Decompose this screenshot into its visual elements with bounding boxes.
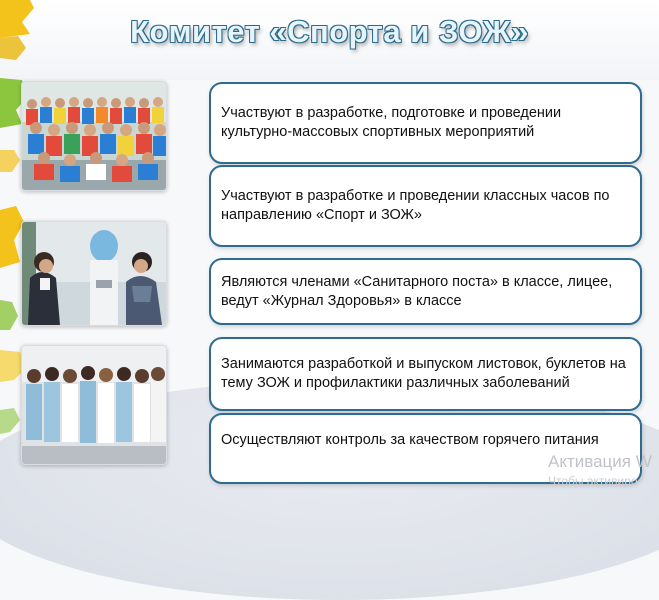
activation-watermark: Активация W bbox=[548, 452, 652, 471]
item-text: Осуществляют контроль за качеством горячего питания bbox=[221, 432, 599, 448]
item-card-4 bbox=[209, 337, 642, 411]
item-card-2 bbox=[209, 165, 642, 247]
water-cooler-photo bbox=[21, 221, 167, 326]
medical-team-photo bbox=[21, 345, 167, 465]
item-text: Участвуют в разработке, подготовке и проведении культурно-массовых спортивных мероприятий bbox=[221, 105, 562, 140]
group-photo bbox=[21, 81, 167, 191]
item-text: Участвуют в разработке и проведении классных часов по направлению «Спорт и ЗОЖ» bbox=[221, 188, 610, 223]
item-card-1 bbox=[209, 82, 642, 164]
page-title: Комитет «Спорта и ЗОЖ» bbox=[130, 14, 529, 49]
item-text: Являются членами «Санитарного поста» в классе, лицее, ведут «Журнал Здоровья» в классе bbox=[221, 273, 613, 309]
item-text: Занимаются разработкой и выпуском листовок, буклетов на тему ЗОЖ и профилактики различных заболеваний bbox=[221, 356, 626, 391]
item-card-3 bbox=[209, 258, 642, 325]
activation-watermark-hint: Чтобы активиро bbox=[548, 474, 638, 488]
